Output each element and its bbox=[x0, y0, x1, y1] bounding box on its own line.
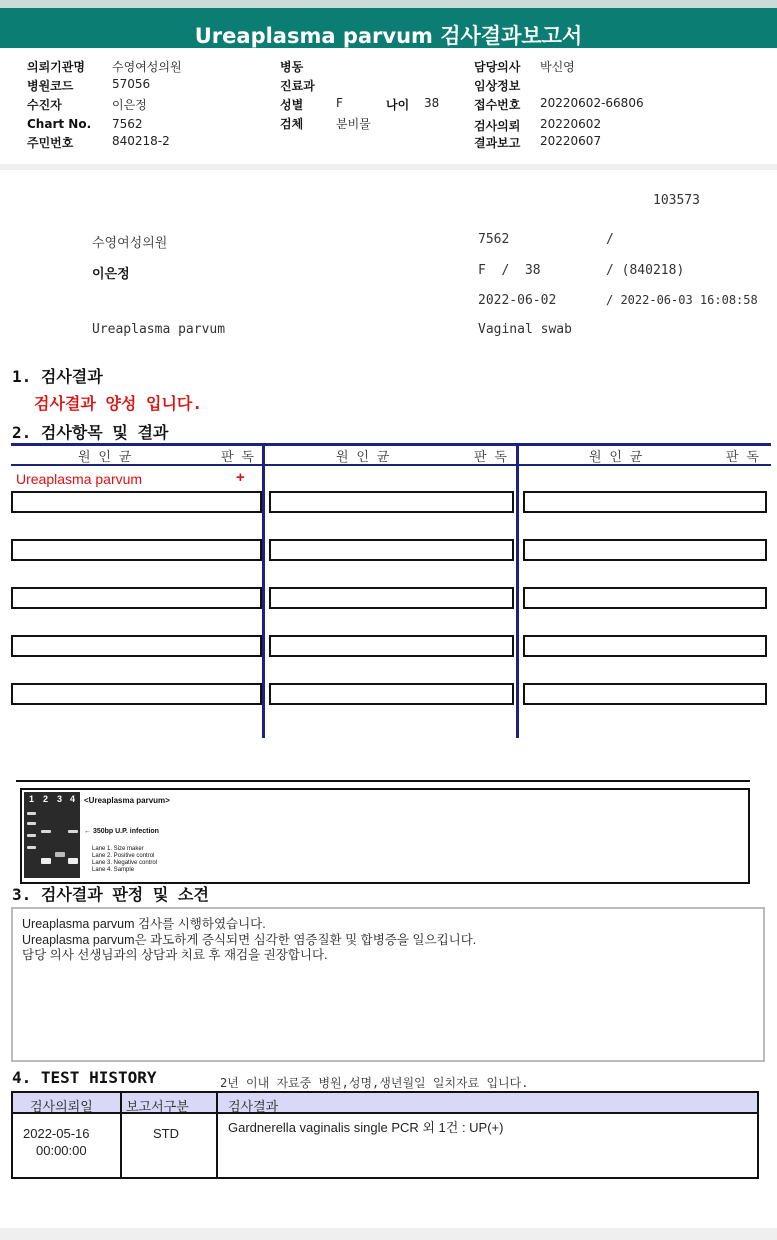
label-chart-no: Chart No. bbox=[27, 117, 92, 131]
label-doctor: 담당의사 bbox=[474, 60, 521, 74]
gel-band bbox=[27, 846, 36, 849]
gel-lane-2: 2 bbox=[43, 794, 49, 804]
col-result-2: 판 독 bbox=[474, 450, 507, 465]
report-title: Ureaplasma parvum 검사결과보고서 bbox=[0, 0, 777, 48]
grid-divider-2 bbox=[516, 443, 519, 738]
section3-title: 3. 검사결과 판정 및 소견 bbox=[12, 885, 209, 904]
footer-strip bbox=[0, 1228, 777, 1240]
result-cell bbox=[269, 683, 514, 705]
value-report-date: 20220607 bbox=[540, 134, 602, 148]
opinion-line-3: 담당 의사 선생님과의 상담과 치료 후 재검을 권장합니다. bbox=[22, 948, 328, 962]
gel-band bbox=[68, 858, 78, 864]
label-department: 진료과 bbox=[280, 79, 315, 93]
col-organism-2: 원 인 균 bbox=[336, 450, 390, 465]
result-cell bbox=[523, 683, 767, 705]
gel-band bbox=[41, 830, 51, 833]
section2-title: 2. 검사항목 및 결과 bbox=[12, 423, 169, 442]
gel-top-line bbox=[16, 780, 750, 782]
gel-band bbox=[27, 834, 36, 837]
gel-band bbox=[27, 822, 36, 825]
value-request-date: 20220602 bbox=[540, 117, 602, 131]
value-sex: F bbox=[336, 96, 343, 110]
label-request-date: 검사의뢰 bbox=[474, 119, 521, 133]
grid-divider-1 bbox=[262, 443, 265, 738]
history-note: 2년 이내 자료중 병원,성명,생년월일 일치자료 입니다. bbox=[220, 1076, 529, 1090]
result-cell bbox=[523, 539, 767, 561]
history-row-date: 2022-05-16 bbox=[23, 1126, 90, 1141]
gel-legend-2: Lane 2. Positive control bbox=[92, 853, 155, 859]
label-clinical-info: 임상정보 bbox=[474, 79, 521, 93]
info-name: 이은정 bbox=[92, 267, 130, 282]
result-cell bbox=[523, 491, 767, 513]
report-code: 103573 bbox=[653, 193, 700, 208]
result-cell bbox=[11, 635, 262, 657]
label-ward: 병동 bbox=[280, 60, 304, 74]
info-request-date: 2022-06-02 bbox=[478, 293, 557, 308]
gel-legend-3: Lane 3. Negative control bbox=[92, 860, 158, 866]
result-cell bbox=[269, 635, 514, 657]
label-hospital-code: 병원코드 bbox=[27, 79, 74, 93]
result-cell bbox=[269, 587, 514, 609]
label-institution: 의뢰기관명 bbox=[27, 60, 85, 74]
value-patient: 이은정 bbox=[112, 98, 147, 112]
opinion-line-2: Ureaplasma parvum은 과도하게 증식되면 심각한 염증질환 및 합병증을 일으킵니다. bbox=[22, 933, 477, 947]
label-specimen: 검체 bbox=[280, 117, 304, 131]
gel-lane-3: 3 bbox=[57, 794, 63, 804]
result-cell bbox=[269, 539, 514, 561]
history-row-time: 00:00:00 bbox=[36, 1143, 87, 1158]
gel-band bbox=[55, 852, 65, 857]
gel-band-label: ← 350bp U.P. infection bbox=[84, 828, 159, 835]
history-header-type: 보고서구분 bbox=[126, 1099, 189, 1114]
gel-lane-1: 1 bbox=[29, 794, 35, 804]
value-institution: 수영여성의원 bbox=[112, 60, 182, 74]
label-report-date: 결과보고 bbox=[474, 136, 521, 150]
history-row-type: STD bbox=[153, 1126, 179, 1141]
history-header-date: 검사의뢰일 bbox=[30, 1099, 93, 1114]
label-resident-no: 주민번호 bbox=[27, 136, 74, 150]
result-cell bbox=[11, 587, 262, 609]
value-specimen: 분비물 bbox=[336, 117, 371, 131]
result-positive-text: 검사결과 양성 입니다. bbox=[34, 394, 203, 413]
history-col-divider-1 bbox=[120, 1093, 122, 1177]
organism-result-positive: + bbox=[236, 469, 245, 486]
history-table-header bbox=[13, 1093, 757, 1114]
info-hospital: 수영여성의원 bbox=[92, 236, 168, 251]
col-result-3: 판 독 bbox=[726, 450, 759, 465]
label-patient: 수진자 bbox=[27, 98, 62, 112]
info-birth: / (840218) bbox=[606, 263, 685, 278]
value-doctor: 박신영 bbox=[540, 60, 575, 74]
result-cell bbox=[523, 587, 767, 609]
opinion-line-1: Ureaplasma parvum 검사를 시행하였습니다. bbox=[22, 917, 266, 931]
history-row-result: Gardnerella vaginalis single PCR 외 1건 : UP(+) bbox=[228, 1120, 504, 1135]
section4-title: 4. TEST HISTORY bbox=[12, 1068, 157, 1087]
info-test-name: Ureaplasma parvum bbox=[92, 322, 226, 337]
gel-band bbox=[68, 830, 78, 833]
value-receipt-no: 20220602-66806 bbox=[540, 96, 644, 110]
info-sex-age: F / 38 bbox=[478, 263, 541, 278]
section1-title: 1. 검사결과 bbox=[12, 367, 103, 386]
gel-band bbox=[41, 858, 51, 864]
info-chart: 7562 bbox=[478, 232, 510, 247]
value-age: 38 bbox=[424, 96, 440, 110]
value-resident-no: 840218-2 bbox=[112, 134, 170, 148]
gel-title: <Ureaplasma parvum> bbox=[84, 796, 170, 805]
organism-ureaplasma: Ureaplasma parvum bbox=[16, 471, 143, 487]
header-separator bbox=[0, 164, 777, 170]
result-cell bbox=[269, 491, 514, 513]
history-header-result: 검사결과 bbox=[228, 1099, 279, 1114]
value-hospital-code: 57056 bbox=[112, 77, 151, 91]
result-cell bbox=[11, 539, 262, 561]
label-sex: 성별 bbox=[280, 98, 304, 112]
gel-legend-4: Lane 4. Sample bbox=[92, 867, 135, 873]
result-cell bbox=[11, 491, 262, 513]
gel-lane-4: 4 bbox=[70, 794, 76, 804]
label-receipt-no: 접수번호 bbox=[474, 98, 521, 112]
info-chart-sep: / bbox=[606, 232, 614, 247]
info-specimen: Vaginal swab bbox=[478, 322, 572, 337]
gel-legend-1: Lane 1. Size maker bbox=[92, 846, 144, 852]
result-cell bbox=[523, 635, 767, 657]
result-cell bbox=[11, 683, 262, 705]
col-organism-1: 원 인 균 bbox=[78, 450, 132, 465]
gel-band bbox=[27, 812, 36, 815]
info-report-datetime: / 2022-06-03 16:08:58 bbox=[606, 293, 758, 307]
value-chart-no: 7562 bbox=[112, 117, 143, 131]
col-result-1: 판 독 bbox=[221, 450, 254, 465]
history-col-divider-2 bbox=[216, 1093, 218, 1177]
label-age: 나이 bbox=[386, 98, 410, 112]
col-organism-3: 원 인 균 bbox=[589, 450, 643, 465]
